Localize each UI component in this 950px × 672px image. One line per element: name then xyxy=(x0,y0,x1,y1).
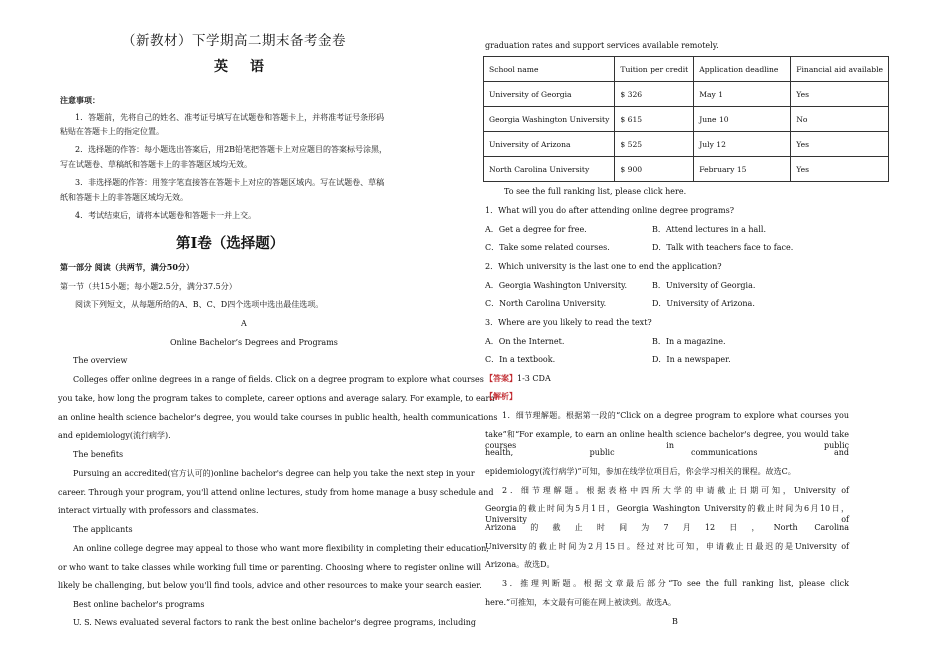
table-cell: May 1 xyxy=(694,82,791,107)
option-d: D．In a newspaper. xyxy=(652,355,731,364)
table-cell: University of Arizona xyxy=(484,132,615,157)
analysis-line: Arizona的截止时间为7月12日，North Carolina xyxy=(485,523,849,532)
analysis-line: 3．推理判断题。根据文章最后部分“To see the full ranking list, please click xyxy=(502,579,849,588)
subject-title: 英语 xyxy=(214,59,286,75)
table-cell: $ 525 xyxy=(615,132,694,157)
notice-line: 4．考试结束后，请将本试题卷和答题卡一并上交。 xyxy=(75,211,257,220)
passage-line: interact virtually with professors and classmates. xyxy=(58,506,259,515)
table-cell: June 10 xyxy=(694,107,791,132)
analysis-tag: 【解析】 xyxy=(485,391,517,401)
analysis-line: 1．细节理解题。根据第一段的“Click on a degree program to explore what courses you xyxy=(502,411,849,420)
table-row xyxy=(484,132,889,157)
table-cell: Georgia Washington University xyxy=(484,107,615,132)
notice-line: 3．非选择题的作答：用签字笔直接答在答题卡上对应的答题区域内。写在试题卷、草稿 xyxy=(75,178,385,187)
notice-heading: 注意事项： xyxy=(60,95,100,105)
notice-line: 纸和答题卡上的非答题区域均无效。 xyxy=(60,193,188,202)
table-cell: University of Georgia xyxy=(484,82,615,107)
table-header-cell: School name xyxy=(484,57,615,82)
volume-title: 第Ⅰ卷（选择题） xyxy=(176,235,285,252)
instruction: 阅读下列短文，从每题所给的A、B、C、D四个选项中选出最佳选项。 xyxy=(75,300,324,309)
passage-line: U. S. News evaluated several factors to rank the best online bachelor's degree programs, including xyxy=(73,618,477,627)
option-b: B．In a magazine. xyxy=(652,337,726,346)
analysis-line: Arizona。故选D。 xyxy=(485,560,555,569)
passage-letter: A xyxy=(241,319,247,328)
passage-line: An online college degree may appeal to those who want more flexibility in completing their education, xyxy=(73,544,489,553)
notice-line: 写在试题卷、草稿纸和答题卡上的非答题区域均无效。 xyxy=(60,160,252,169)
answer-line xyxy=(485,373,551,384)
table-cell: $ 900 xyxy=(615,157,694,182)
question-stem: 2．Which university is the last one to end the application? xyxy=(485,262,722,271)
table-cell: $ 326 xyxy=(615,82,694,107)
passage-line: likely be challenging, but below you'll find tools, advice and other resources to make your search easier. xyxy=(58,581,482,590)
passage-heading: Best online bachelor's programs xyxy=(73,600,205,609)
table-cell: No xyxy=(791,107,889,132)
part-title: 第一部分 阅读（共两节，满分50分） xyxy=(60,262,194,272)
next-passage-letter: B xyxy=(672,617,678,626)
passage-heading: The applicants xyxy=(73,525,133,534)
passage-line: an online health science bachelor's degree, you would take courses in public health, health communications xyxy=(58,413,498,422)
table-cell: July 12 xyxy=(694,132,791,157)
analysis-line: health, public communications and xyxy=(485,448,849,457)
table-cell: $ 615 xyxy=(615,107,694,132)
table-header-cell: Financial aid available xyxy=(791,57,889,82)
right-page xyxy=(475,0,950,672)
analysis-line: Georgia的截止时间为5月1日，Georgia Washington University的截止时间为6月10日，University of xyxy=(485,504,849,524)
table-header-cell: Application deadline xyxy=(694,57,791,82)
notice-line: 2．选择题的作答：每小题选出答案后，用2B铅笔把答题卡上对应题目的答案标号涂黑， xyxy=(75,145,388,154)
question-stem: 3．Where are you likely to read the text? xyxy=(485,318,652,327)
option-c: C．North Carolina University. xyxy=(485,299,607,308)
option-a: A．On the Internet. xyxy=(485,337,565,346)
passage-heading: The overview xyxy=(73,356,128,365)
option-b: B．Attend lectures in a hall. xyxy=(652,225,766,234)
answer-tag: 【答案】 xyxy=(485,373,517,383)
option-d: D．University of Arizona. xyxy=(652,299,755,308)
question-stem: 1．What will you do after attending online degree programs? xyxy=(485,206,734,215)
table-cell: Yes xyxy=(791,132,889,157)
passage-line: you take, how long the program takes to complete, career options and average salary. For example, to earn xyxy=(58,394,495,403)
table-cell: February 15 xyxy=(694,157,791,182)
table-cell: North Carolina University xyxy=(484,157,615,182)
option-a: A．Georgia Washington University. xyxy=(485,281,628,290)
exam-title: （新教材）下学期高二期末备考金卷 xyxy=(122,33,346,49)
table-row xyxy=(484,157,889,182)
notice-line: 1．答题前，先将自己的姓名、准考证号填写在试题卷和答题卡上，并将准考证号条形码 xyxy=(75,113,385,122)
passage-heading: The benefits xyxy=(73,450,124,459)
passage-line: Pursuing an accredited(官方认可的)online bachelor's degree can help you take the next step in your xyxy=(73,469,475,478)
passage-line: career. Through your program, you'll attend online lectures, study from home manage a busy schedule and xyxy=(58,488,494,497)
answer-value: 1-3 CDA xyxy=(517,374,551,383)
notice-line: 粘贴在答题卡上的指定位置。 xyxy=(60,127,164,136)
option-c: C．Take some related courses. xyxy=(485,243,610,252)
table-row xyxy=(484,107,889,132)
passage-line: and epidemiology(流行病学). xyxy=(58,431,171,440)
option-b: B．University of Georgia. xyxy=(652,281,756,290)
passage-line: Colleges offer online degrees in a range of fields. Click on a degree program to explore what courses xyxy=(73,375,484,384)
table-row xyxy=(484,82,889,107)
analysis-line: University的截止时间为2月15日。经过对比可知，申请截止日最迟的是University of xyxy=(485,542,849,551)
ranking-link-text: To see the full ranking list, please click here. xyxy=(504,187,687,196)
analysis-line: here.”可推知，本文最有可能在网上被读到。故选A。 xyxy=(485,598,676,607)
option-d: D．Talk with teachers face to face. xyxy=(652,243,794,252)
section-title: 第一节（共15小题；每小题2.5分，满分37.5分） xyxy=(60,282,237,291)
analysis-line: take”和“For example, to earn an online health science bachelor's degree, you would take courses in public xyxy=(485,430,849,450)
table-header-cell: Tuition per credit xyxy=(615,57,694,82)
table-cell: Yes xyxy=(791,82,889,107)
option-a: A．Get a degree for free. xyxy=(485,225,587,234)
passage-title: Online Bachelor’s Degrees and Programs xyxy=(170,338,338,347)
table-cell: Yes xyxy=(791,157,889,182)
ranking-table xyxy=(483,56,889,182)
intro-line: graduation rates and support services available remotely. xyxy=(485,41,719,50)
passage-line: or who want to take classes while working full time or parenting. Choosing where to register online will xyxy=(58,563,482,572)
analysis-line: epidemiology(流行病学)”可知，参加在线学位项目后，你会学习相关的课程。故选C。 xyxy=(485,467,796,476)
table-header-row xyxy=(484,57,889,82)
option-c: C．In a textbook. xyxy=(485,355,556,364)
analysis-line: 2．细节理解题。根据表格中四所大学的申请截止日期可知，University of xyxy=(502,486,849,495)
